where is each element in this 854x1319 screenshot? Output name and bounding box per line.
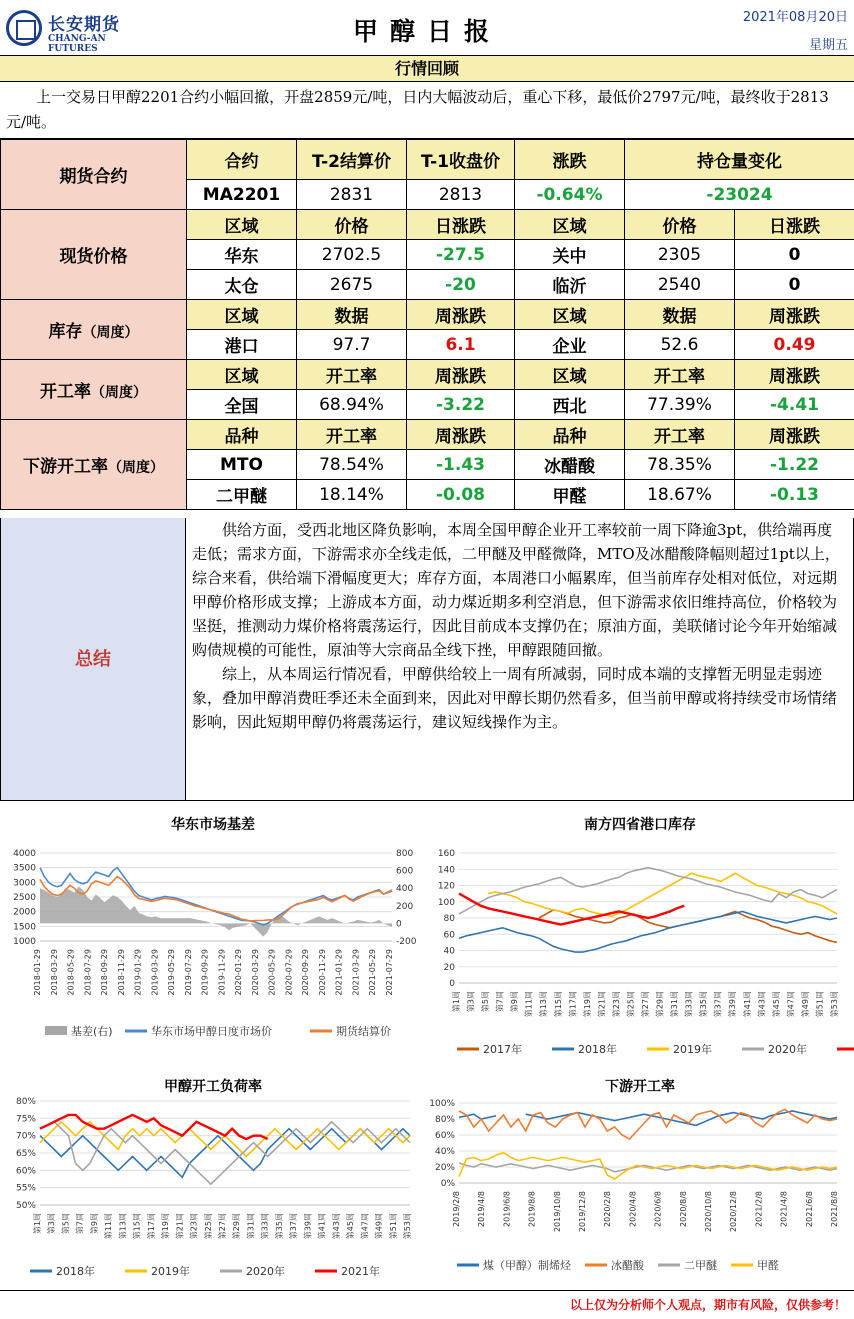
chart-title: 甲醇开工负荷率 bbox=[164, 1079, 262, 1095]
x-tick-label: 2019-03-29 bbox=[150, 949, 160, 996]
y-tick-label: 20 bbox=[443, 962, 455, 973]
x-tick-label: 2020-01-29 bbox=[234, 949, 244, 996]
x-tick-label: 第11周 bbox=[104, 1213, 114, 1240]
x-tick-label: 2019/8/8 bbox=[527, 1191, 537, 1227]
series-line-0 bbox=[539, 910, 837, 943]
x-tick-label: 第9周 bbox=[89, 1213, 99, 1235]
x-tick-label: 2020-09-29 bbox=[301, 949, 311, 996]
series-line-2 bbox=[488, 873, 837, 916]
x-tick-label: 2018-11-29 bbox=[116, 949, 126, 996]
downstream-change: -0.08 bbox=[407, 480, 515, 510]
report-header bbox=[0, 0, 854, 56]
y-tick-label: 40% bbox=[434, 1147, 455, 1157]
x-tick-label: 第25周 bbox=[203, 1213, 213, 1240]
operating-header: 区域 bbox=[187, 360, 297, 390]
x-tick-label: 第51周 bbox=[815, 991, 825, 1018]
x-tick-label: 第15周 bbox=[132, 1213, 142, 1240]
spot-header: 日涨跌 bbox=[407, 210, 515, 240]
y2-tick-label: -200 bbox=[396, 937, 417, 947]
report-title: 甲醇日报 bbox=[352, 17, 501, 46]
operating-value: 68.94% bbox=[297, 390, 407, 420]
downstream-header: 周涨跌 bbox=[735, 420, 854, 450]
legend-swatch bbox=[45, 1026, 67, 1035]
operating-change: -3.22 bbox=[407, 390, 515, 420]
x-tick-label: 2020-03-29 bbox=[250, 949, 260, 996]
x-tick-label: 第45周 bbox=[771, 991, 781, 1018]
x-tick-label: 第29周 bbox=[232, 1213, 242, 1240]
report-weekday: 星期五 bbox=[808, 38, 848, 53]
x-tick-label: 第7周 bbox=[75, 1213, 85, 1235]
downstream-change: -0.13 bbox=[735, 480, 854, 510]
x-tick-label: 第33周 bbox=[684, 991, 694, 1018]
y-tick-label: 70% bbox=[15, 1131, 36, 1142]
chart-title: 华东市场基差 bbox=[171, 817, 255, 833]
legend-label: 基差(右) bbox=[71, 1025, 113, 1038]
downstream-product: 二甲醚 bbox=[187, 480, 297, 510]
inventory-change: 6.1 bbox=[407, 330, 515, 360]
spot-change: 0 bbox=[735, 270, 854, 300]
x-tick-label: 第21周 bbox=[597, 991, 607, 1018]
inventory-header: 区域 bbox=[515, 300, 625, 330]
x-tick-label: 2020/6/8 bbox=[653, 1191, 663, 1227]
x-tick-label: 2019/2/8 bbox=[452, 1191, 461, 1227]
y2-tick-label: 800 bbox=[396, 849, 414, 859]
inventory-header: 数据 bbox=[625, 300, 735, 330]
spot-region: 关中 bbox=[515, 240, 625, 270]
x-tick-label: 2021/4/8 bbox=[779, 1191, 789, 1227]
downstream-label-sub: （周度） bbox=[108, 460, 164, 476]
x-tick-label: 第33周 bbox=[260, 1213, 270, 1240]
x-tick-label: 第15周 bbox=[553, 991, 563, 1018]
downstream-header: 开工率 bbox=[625, 420, 735, 450]
x-tick-label: 第13周 bbox=[539, 991, 549, 1018]
downstream-header: 开工率 bbox=[297, 420, 407, 450]
x-tick-label: 2019-01-29 bbox=[133, 949, 143, 996]
x-tick-label: 2018-09-29 bbox=[100, 949, 110, 996]
x-tick-label: 2018-07-29 bbox=[83, 949, 93, 996]
inventory-label-sub: （周度） bbox=[82, 325, 139, 341]
legend-label: 2019年 bbox=[673, 1043, 712, 1056]
x-tick-label: 第17周 bbox=[146, 1213, 156, 1240]
x-tick-label: 2019-09-29 bbox=[200, 949, 210, 996]
operating-region: 全国 bbox=[187, 390, 297, 420]
y-tick-label: 60% bbox=[15, 1166, 36, 1177]
x-tick-label: 第5周 bbox=[481, 991, 491, 1013]
legend-label: 华东市场甲醇日度市场价 bbox=[151, 1025, 272, 1038]
x-tick-label: 第13周 bbox=[118, 1213, 128, 1240]
x-tick-label: 第43周 bbox=[331, 1213, 341, 1240]
y-tick-label: 0 bbox=[449, 979, 455, 989]
futures-oi-change: -23024 bbox=[625, 180, 854, 210]
x-tick-label: 第21周 bbox=[175, 1213, 185, 1240]
legend-label: 煤（甲醇）制烯烃 bbox=[483, 1259, 571, 1272]
y-tick-label: 100% bbox=[429, 1099, 455, 1109]
spot-header: 价格 bbox=[297, 210, 407, 240]
x-tick-label: 2020/2/8 bbox=[603, 1191, 613, 1227]
series-line-3 bbox=[459, 868, 837, 914]
spot-change: 0 bbox=[735, 240, 854, 270]
x-tick-label: 2020/12/8 bbox=[729, 1191, 739, 1233]
x-tick-label: 2019-11-29 bbox=[217, 949, 227, 996]
charts-svg bbox=[0, 801, 854, 1291]
futures-header-oi: 持仓量变化 bbox=[625, 140, 854, 180]
downstream-product: 冰醋酸 bbox=[515, 450, 625, 480]
x-tick-label: 第23周 bbox=[189, 1213, 199, 1240]
x-tick-label: 第47周 bbox=[786, 991, 796, 1018]
legend-label: 甲醛 bbox=[757, 1259, 779, 1272]
x-tick-label: 2021-07-29 bbox=[385, 949, 394, 996]
x-tick-label: 第49周 bbox=[800, 991, 810, 1018]
downstream-label-text: 下游开工率 bbox=[23, 457, 108, 477]
operating-header: 开工率 bbox=[625, 360, 735, 390]
x-tick-label: 第53周 bbox=[830, 991, 839, 1018]
operating-label bbox=[1, 360, 187, 420]
futures-header-change: 涨跌 bbox=[515, 140, 625, 180]
y-tick-label: 80% bbox=[15, 1097, 36, 1107]
operating-header: 开工率 bbox=[297, 360, 407, 390]
futures-settle: 2831 bbox=[297, 180, 407, 210]
x-tick-label: 2020-11-29 bbox=[317, 949, 327, 996]
spot-header: 区域 bbox=[515, 210, 625, 240]
y-tick-label: 160 bbox=[437, 849, 455, 859]
downstream-value: 78.54% bbox=[297, 450, 407, 480]
legend-label: 2018年 bbox=[56, 1265, 95, 1278]
logo-cn-text: 长安期货 bbox=[48, 15, 120, 35]
operating-value: 77.39% bbox=[625, 390, 735, 420]
y-tick-label: 80% bbox=[434, 1115, 455, 1125]
x-tick-label: 第43周 bbox=[757, 991, 767, 1018]
report-date: 2021年08月20日 bbox=[742, 10, 848, 25]
x-tick-label: 第7周 bbox=[495, 991, 505, 1013]
x-tick-label: 第41周 bbox=[317, 1213, 327, 1240]
inventory-header: 周涨跌 bbox=[735, 300, 854, 330]
inventory-value: 97.7 bbox=[297, 330, 407, 360]
x-tick-label: 2018-05-29 bbox=[66, 949, 76, 996]
x-tick-label: 第17周 bbox=[568, 991, 578, 1018]
legend-label: 2021年 bbox=[341, 1265, 380, 1278]
y-tick-label: 4000 bbox=[13, 849, 36, 859]
x-tick-label: 2019/10/8 bbox=[552, 1191, 562, 1233]
x-tick-label: 2021-01-29 bbox=[334, 949, 344, 996]
x-tick-label: 第11周 bbox=[524, 991, 534, 1018]
operating-header: 周涨跌 bbox=[735, 360, 854, 390]
y-tick-label: 140 bbox=[437, 865, 455, 876]
spot-price: 2540 bbox=[625, 270, 735, 300]
y-tick-label: 1500 bbox=[13, 922, 36, 933]
legend-label: 2020年 bbox=[768, 1043, 807, 1056]
y2-tick-label: 0 bbox=[396, 919, 402, 930]
spot-region: 太仓 bbox=[187, 270, 297, 300]
x-tick-label: 2020/10/8 bbox=[704, 1191, 713, 1233]
x-tick-label: 2021/2/8 bbox=[754, 1191, 764, 1227]
downstream-change: -1.43 bbox=[407, 450, 515, 480]
x-tick-label: 第19周 bbox=[161, 1213, 171, 1240]
x-tick-label: 2020/8/8 bbox=[678, 1191, 688, 1227]
spot-change: -27.5 bbox=[407, 240, 515, 270]
spot-header: 日涨跌 bbox=[735, 210, 854, 240]
x-tick-label: 第19周 bbox=[582, 991, 592, 1018]
charts-section bbox=[0, 801, 854, 1291]
downstream-product: 甲醛 bbox=[515, 480, 625, 510]
x-tick-label: 第39周 bbox=[303, 1213, 313, 1240]
spot-price: 2675 bbox=[297, 270, 407, 300]
y-tick-label: 20% bbox=[434, 1163, 455, 1173]
summary-label: 总结 bbox=[0, 518, 186, 801]
x-tick-label: 第53周 bbox=[403, 1213, 412, 1240]
chart-title: 下游开工率 bbox=[605, 1079, 675, 1095]
spot-label: 现货价格 bbox=[1, 210, 187, 300]
x-tick-label: 第25周 bbox=[626, 991, 636, 1018]
summary-paragraph-1: 供给方面，受西北地区降负影响，本周全国甲醇企业开工率较前一周下降逾3pt，供给端再度走低；需求方面，下游需求亦全线走低，二甲醚及甲醛微降，MTO及冰醋酸降幅则超过1pt以上，综合来看，供给端下滑幅度更大；库存方面，本周港口小幅累库，但当前库存处相对低位，对远期甲醇价格形成支撑；上游成本方面，动力煤近期多利空消息，但下游需求依旧维持高位，价格较为坚挺，推测动力煤价格将震荡运行，因此目前成本支撑仍在；原油方面，美联储讨论今年开始缩减购债规模的可能性，原油等大宗商品全线下挫，甲醇跟随回撤。 bbox=[192, 521, 840, 659]
x-tick-label: 第3周 bbox=[466, 991, 476, 1013]
spot-header: 价格 bbox=[625, 210, 735, 240]
futures-contract: MA2201 bbox=[187, 180, 297, 210]
x-tick-label: 第35周 bbox=[274, 1213, 284, 1240]
downstream-product: MTO bbox=[187, 450, 297, 480]
y-tick-label: 3000 bbox=[13, 878, 36, 889]
market-review-text: 上一交易日甲醇2201合约小幅回撤，开盘2859元/吨，日内大幅波动后，重心下移，最低价2797元/吨，最终收于2813元/吨。 bbox=[0, 83, 854, 139]
x-tick-label: 2020-07-29 bbox=[284, 949, 294, 996]
x-tick-label: 2020/4/8 bbox=[628, 1191, 638, 1227]
futures-label: 期货合约 bbox=[1, 140, 187, 210]
y2-tick-label: 400 bbox=[396, 884, 414, 895]
data-table bbox=[0, 139, 854, 510]
x-tick-label: 2019/4/8 bbox=[477, 1191, 487, 1227]
x-tick-label: 第35周 bbox=[699, 991, 709, 1018]
spot-price: 2702.5 bbox=[297, 240, 407, 270]
series-line-4 bbox=[459, 894, 684, 925]
x-tick-label: 第3周 bbox=[47, 1213, 57, 1235]
y-tick-label: 2500 bbox=[13, 893, 36, 903]
legend-label: 2019年 bbox=[151, 1265, 190, 1278]
x-tick-label: 2020-05-29 bbox=[267, 949, 277, 996]
x-tick-label: 第45周 bbox=[346, 1213, 356, 1240]
legend-label: 期货结算价 bbox=[336, 1025, 391, 1038]
x-tick-label: 第23周 bbox=[611, 991, 621, 1018]
operating-region: 西北 bbox=[515, 390, 625, 420]
x-tick-label: 第37周 bbox=[713, 991, 723, 1018]
y-tick-label: 60 bbox=[443, 930, 455, 941]
legend-label: 2017年 bbox=[483, 1043, 522, 1056]
futures-header-close: T-1收盘价 bbox=[407, 140, 515, 180]
legend-label: 2018年 bbox=[578, 1043, 617, 1056]
x-tick-label: 2018-03-29 bbox=[49, 949, 59, 996]
y-tick-label: 0% bbox=[440, 1179, 455, 1189]
x-tick-label: 第29周 bbox=[655, 991, 665, 1018]
logo-en-text: CHANG-AN FUTURES bbox=[48, 34, 106, 54]
operating-label-text: 开工率 bbox=[40, 382, 91, 402]
x-tick-label: 2021/6/8 bbox=[804, 1191, 814, 1227]
x-tick-label: 2018-01-29 bbox=[33, 949, 42, 996]
operating-header: 区域 bbox=[515, 360, 625, 390]
spot-price: 2305 bbox=[625, 240, 735, 270]
operating-header: 周涨跌 bbox=[407, 360, 515, 390]
y-tick-label: 2000 bbox=[13, 907, 36, 918]
futures-close: 2813 bbox=[407, 180, 515, 210]
operating-label-sub: （周度） bbox=[91, 385, 147, 401]
x-tick-label: 第37周 bbox=[289, 1213, 299, 1240]
legend-label: 冰醋酸 bbox=[611, 1259, 644, 1272]
downstream-header: 品种 bbox=[187, 420, 297, 450]
downstream-value: 18.67% bbox=[625, 480, 735, 510]
summary-paragraph-2: 综上，从本周运行情况看，甲醇供给较上一周有所减弱，同时成本端的支撑暂无明显走弱迹象，叠加甲醇消费旺季还未全面到来，因此对甲醇长期仍然看多，但当前甲醇或将持续受市场情绪影响，因此短期甲醇仍将震荡运行，建议短线操作为主。 bbox=[192, 665, 838, 731]
inventory-label bbox=[1, 300, 187, 360]
y-tick-label: 100 bbox=[437, 897, 455, 908]
x-tick-label: 2021/8/8 bbox=[830, 1191, 839, 1227]
x-tick-label: 第31周 bbox=[246, 1213, 256, 1240]
futures-header-contract: 合约 bbox=[187, 140, 297, 180]
futures-header-settle: T-2结算价 bbox=[297, 140, 407, 180]
y-tick-label: 55% bbox=[15, 1183, 36, 1194]
downstream-change: -1.22 bbox=[735, 450, 854, 480]
x-tick-label: 2019-07-29 bbox=[183, 949, 193, 996]
y-tick-label: 75% bbox=[15, 1114, 36, 1125]
inventory-header: 数据 bbox=[297, 300, 407, 330]
x-tick-label: 2019-05-29 bbox=[167, 949, 177, 996]
x-tick-label: 第51周 bbox=[388, 1213, 398, 1240]
y-tick-label: 120 bbox=[437, 881, 455, 892]
x-tick-label: 第27周 bbox=[641, 991, 650, 1018]
x-tick-label: 第41周 bbox=[742, 991, 752, 1018]
x-tick-label: 2021-05-29 bbox=[368, 949, 378, 996]
x-tick-label: 第1周 bbox=[452, 991, 461, 1013]
y-tick-label: 3500 bbox=[13, 863, 36, 874]
summary-text bbox=[186, 518, 854, 801]
market-review-heading: 行情回顾 bbox=[0, 56, 854, 82]
x-tick-label: 2019/6/8 bbox=[502, 1191, 512, 1227]
y2-tick-label: 200 bbox=[396, 901, 414, 912]
inventory-header: 区域 bbox=[187, 300, 297, 330]
downstream-header: 周涨跌 bbox=[407, 420, 515, 450]
downstream-header: 品种 bbox=[515, 420, 625, 450]
x-tick-label: 第9周 bbox=[510, 991, 520, 1013]
x-tick-label: 第1周 bbox=[33, 1213, 42, 1235]
futures-change: -0.64% bbox=[515, 180, 625, 210]
x-tick-label: 第5周 bbox=[61, 1213, 71, 1235]
disclaimer: 以上仅为分析师个人观点，期市有风险，仅供参考！ bbox=[569, 1298, 846, 1312]
spot-change: -20 bbox=[407, 270, 515, 300]
y-tick-label: 60% bbox=[434, 1131, 455, 1141]
x-tick-label: 第27周 bbox=[218, 1213, 227, 1240]
x-tick-label: 第31周 bbox=[670, 991, 680, 1018]
y-tick-label: 1000 bbox=[13, 937, 36, 947]
spot-header: 区域 bbox=[187, 210, 297, 240]
inventory-value: 52.6 bbox=[625, 330, 735, 360]
inventory-region: 港口 bbox=[187, 330, 297, 360]
downstream-value: 18.14% bbox=[297, 480, 407, 510]
spot-region: 临沂 bbox=[515, 270, 625, 300]
x-tick-label: 2019/12/8 bbox=[578, 1191, 587, 1233]
operating-change: -4.41 bbox=[735, 390, 854, 420]
downstream-value: 78.35% bbox=[625, 450, 735, 480]
y-tick-label: 50% bbox=[15, 1201, 36, 1211]
inventory-region: 企业 bbox=[515, 330, 625, 360]
x-tick-label: 2021-03-29 bbox=[351, 949, 361, 996]
spot-region: 华东 bbox=[187, 240, 297, 270]
legend-label: 二甲醚 bbox=[684, 1259, 717, 1272]
inventory-change: 0.49 bbox=[735, 330, 854, 360]
x-tick-label: 第47周 bbox=[360, 1213, 370, 1240]
y-tick-label: 80 bbox=[443, 914, 455, 924]
y-tick-label: 65% bbox=[15, 1149, 36, 1159]
inventory-label-text: 库存 bbox=[48, 322, 83, 342]
x-tick-label: 第49周 bbox=[374, 1213, 384, 1240]
chart-title: 南方四省港口库存 bbox=[584, 817, 696, 833]
downstream-label bbox=[1, 420, 187, 510]
legend-label: 2020年 bbox=[246, 1265, 285, 1278]
y2-tick-label: 600 bbox=[396, 866, 414, 877]
x-tick-label: 第39周 bbox=[728, 991, 738, 1018]
y-tick-label: 40 bbox=[443, 946, 455, 957]
inventory-header: 周涨跌 bbox=[407, 300, 515, 330]
